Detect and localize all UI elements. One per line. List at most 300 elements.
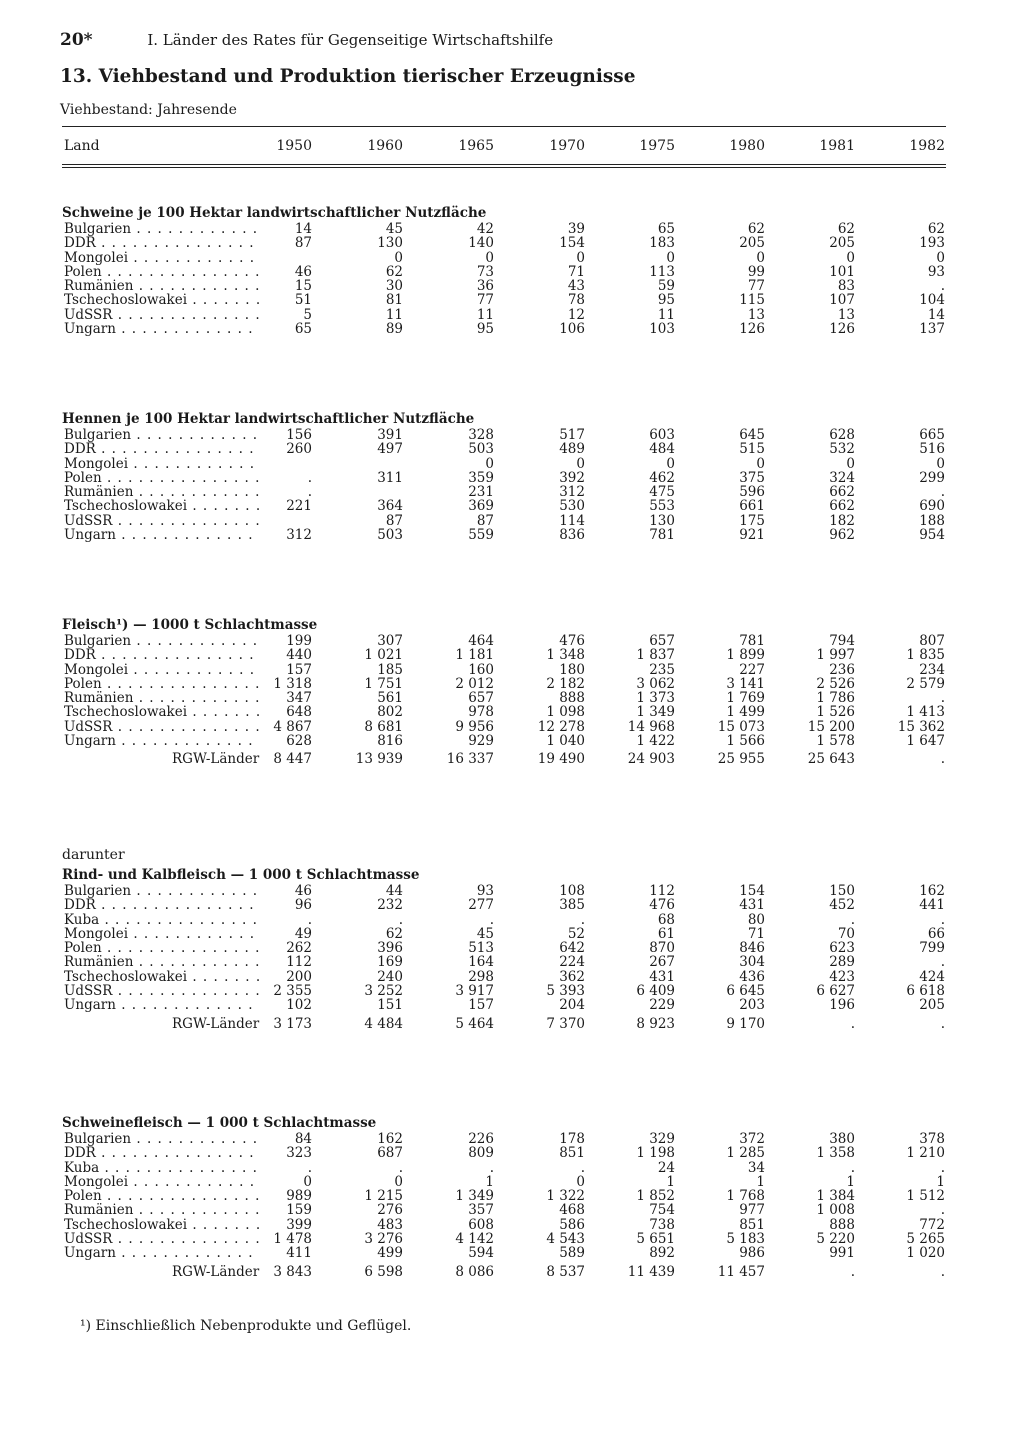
table-cell: 106 [559,321,585,338]
table-cell: 888 [559,690,585,707]
table-cell: . [940,690,945,707]
table-cell: 87 [476,512,494,529]
footnote: ¹) Einschließlich Nebenprodukte und Geflügel. [80,1318,412,1334]
table-cell: 13 [747,306,765,323]
table-cell: 93 [927,263,945,280]
table-cell: 1 768 [726,1188,765,1205]
table-cell: 36 [476,278,494,295]
table-cell: 1 [485,1173,494,1190]
table-cell: 0 [303,1173,312,1190]
table-cell: 0 [394,1173,403,1190]
page-title: 13. Viehbestand und Produktion tierischer Erzeugnisse [60,66,636,87]
table-cell: 1 020 [906,1245,945,1262]
table-cell: 99 [747,263,765,280]
table-cell: 262 [286,940,312,957]
table-cell: 104 [919,292,945,309]
table-cell: 989 [286,1188,312,1205]
table-cell: 1 566 [726,733,765,750]
table-cell: 4 543 [546,1231,585,1248]
table-cell: 5 [303,306,312,323]
table-cell: 3 141 [726,675,765,692]
table-row [62,236,962,250]
country-name: Bulgarien . . . [64,1132,260,1146]
table-cell: 73 [476,263,494,280]
table-cell: 391 [377,427,403,443]
table-cell: 46 [294,263,312,280]
table-cell: 2 526 [816,675,855,692]
table-cell: 44 [385,883,403,899]
table-cell: . [307,911,312,928]
table-row [62,1232,962,1246]
table-cell: 304 [739,954,765,971]
table-cell: 986 [739,1245,765,1262]
table-cell: . [850,1263,855,1280]
table-cell: 1 318 [273,675,312,692]
table-cell: 3 276 [364,1231,403,1248]
table-cell: 13 [837,306,855,323]
country-name: Bulgarien . . . [64,884,260,898]
table-cell: 175 [739,512,765,529]
table-cell: 307 [377,633,403,649]
country-name: Rumänien . . . [64,691,260,705]
table-cell: . [580,911,585,928]
table-cell: 3 917 [455,983,494,1000]
table-cell: 193 [919,235,945,252]
table-cell: 8 537 [546,1263,585,1280]
table-cell: 205 [919,997,945,1014]
table-cell: 83 [837,278,855,295]
table-cell: 532 [829,441,855,458]
table-cell: 5 183 [726,1231,765,1248]
table-cell: . [489,1159,494,1176]
table-cell: 323 [286,1145,312,1162]
table-cell: 159 [286,1202,312,1219]
table-cell: 499 [377,1245,403,1262]
table-cell: 328 [468,427,494,443]
table-cell: 516 [919,441,945,458]
table-row [62,322,962,336]
table-cell: 96 [294,897,312,914]
table-cell: 234 [919,661,945,678]
table-cell: 277 [468,897,494,914]
country-name: Kuba . . . [64,1161,260,1175]
country-name: UdSSR . . . [64,308,260,322]
table-cell: 65 [657,221,675,237]
table-row [62,442,962,456]
table-cell: . [940,1263,945,1280]
table-cell: 1 384 [816,1188,855,1205]
table-cell: . [398,911,403,928]
table-row [62,1203,962,1217]
table-total-row [62,1265,962,1279]
table-cell: 1 040 [546,733,585,750]
table-row [62,308,962,322]
table-cell: 182 [829,512,855,529]
table-row [62,265,962,279]
column-header-year: 1970 [549,138,585,154]
table-cell: 8 447 [273,751,312,768]
table-cell: . [940,911,945,928]
table-row [62,222,962,236]
table-cell: 589 [559,1245,585,1262]
table-cell: 113 [649,263,675,280]
table-cell: 162 [919,883,945,899]
table-cell: 229 [649,997,675,1014]
country-name: Polen . . . [64,941,260,955]
section-schweinefleisch [62,1114,962,1279]
table-cell: 503 [468,441,494,458]
table-cell: 399 [286,1216,312,1233]
table-cell: 515 [739,441,765,458]
table-cell: 276 [377,1202,403,1219]
table-cell: 235 [649,661,675,678]
table-cell: 1 198 [636,1145,675,1162]
table-cell: 203 [739,997,765,1014]
country-name: Tschechoslowakei . . . [64,499,260,513]
table-cell: 6 645 [726,983,765,1000]
table-cell: 411 [286,1245,312,1262]
table-cell: 5 464 [455,1015,494,1032]
table-cell: 1 215 [364,1188,403,1205]
table-cell: 169 [377,954,403,971]
table-cell: 112 [649,883,675,899]
table-cell: 0 [485,249,494,266]
table-row [62,734,962,748]
table-row [62,913,962,927]
country-name: Rumänien . . . [64,1203,260,1217]
table-cell: 183 [649,235,675,252]
table-cell: 6 627 [816,983,855,1000]
table-cell: 851 [559,1145,585,1162]
table-cell: 87 [294,235,312,252]
table-cell: 662 [829,484,855,501]
table-cell: 8 923 [636,1015,675,1032]
table-cell: 559 [468,527,494,544]
table-cell: 468 [559,1202,585,1219]
column-header-year: 1981 [819,138,855,154]
country-name: DDR . . . [64,898,260,912]
table-cell: 154 [739,883,765,899]
table-cell: 642 [559,940,585,957]
table-cell: 196 [829,997,855,1014]
country-name: Mongolei . . . [64,457,260,471]
table-cell: 205 [739,235,765,252]
table-cell: 392 [559,469,585,486]
table-cell: 1 899 [726,647,765,664]
table-row [62,1218,962,1232]
top-rule [62,126,946,127]
table-cell: . [307,484,312,501]
table-cell: 180 [559,661,585,678]
table-cell: 11 [476,306,494,323]
table-cell: 156 [286,427,312,443]
table-cell: 15 362 [897,718,945,735]
table-cell: 108 [559,883,585,899]
table-cell: 95 [657,292,675,309]
table-cell: 185 [377,661,403,678]
table-cell: 151 [377,997,403,1014]
table-cell: 962 [829,527,855,544]
table-cell: 95 [476,321,494,338]
table-cell: 2 579 [906,675,945,692]
table-cell: 66 [927,925,945,942]
table-cell: 77 [747,278,765,295]
table-cell: 1 [756,1173,765,1190]
header-bottom-rule [62,164,946,165]
country-name: UdSSR . . . [64,1232,260,1246]
table-cell: 71 [747,925,765,942]
country-name: DDR . . . [64,236,260,250]
table-cell: 657 [649,633,675,649]
table-cell: 0 [666,249,675,266]
country-name: Ungarn . . . [64,998,260,1012]
table-cell: 369 [468,498,494,515]
table-cell: 311 [377,469,403,486]
column-header-year: 1950 [276,138,312,154]
table-cell: 0 [846,455,855,472]
table-cell: 431 [649,968,675,985]
country-name: Rumänien . . . [64,279,260,293]
table-cell: 1 348 [546,647,585,664]
table-row [62,1132,962,1146]
table-cell: . [850,1159,855,1176]
table-cell: 772 [919,1216,945,1233]
table-cell: 3 252 [364,983,403,1000]
table-cell: 24 903 [627,751,675,768]
column-header-year: 1982 [909,138,945,154]
table-cell: 0 [576,249,585,266]
table-cell: 484 [649,441,675,458]
table-cell: 0 [846,249,855,266]
table-cell: 65 [294,321,312,338]
table-cell: 1 499 [726,704,765,721]
table-cell: 1 647 [906,733,945,750]
table-cell: 799 [919,940,945,957]
table-row [62,457,962,471]
table-cell: 1 349 [455,1188,494,1205]
table-cell: 1 578 [816,733,855,750]
table-cell: 8 086 [455,1263,494,1280]
table-row [62,485,962,499]
table-row [62,499,962,513]
table-cell: 289 [829,954,855,971]
table-cell: 19 490 [537,751,585,768]
table-cell: 513 [468,940,494,957]
table-cell: 6 409 [636,983,675,1000]
total-label: RGW-Länder [172,752,260,767]
table-cell: 929 [468,733,494,750]
table-cell: 1 751 [364,675,403,692]
table-subtitle: Viehbestand: Jahresende [60,102,237,118]
table-cell: 1 786 [816,690,855,707]
table-cell: 870 [649,940,675,957]
table-cell: 2 012 [455,675,494,692]
table-cell: 846 [739,940,765,957]
table-cell: 2 182 [546,675,585,692]
table-cell: 1 526 [816,704,855,721]
table-cell: . [580,1159,585,1176]
table-row [62,677,962,691]
table-cell: 24 [657,1159,675,1176]
total-label: RGW-Länder [172,1016,260,1031]
table-cell: 59 [657,278,675,295]
section-title: Schweinefleisch — 1 000 t Schlachtmasse [62,1115,377,1131]
column-header-year: 1975 [639,138,675,154]
table-cell: 794 [829,633,855,649]
table-cell: 130 [649,512,675,529]
table-cell: 14 [294,221,312,237]
table-cell: 608 [468,1216,494,1233]
table-cell: 1 413 [906,704,945,721]
table-cell: 1 210 [906,1145,945,1162]
table-cell: 84 [294,1131,312,1147]
table-cell: 851 [739,1216,765,1233]
table-cell: 137 [919,321,945,338]
table-cell: 70 [837,925,855,942]
section-fleisch [62,616,962,767]
country-name: Bulgarien . . . [64,634,260,648]
table-cell: 802 [377,704,403,721]
table-cell: 497 [377,441,403,458]
country-name: Tschechoslowakei . . . [64,705,260,719]
table-cell: 205 [829,235,855,252]
table-cell: 61 [657,925,675,942]
table-cell: 359 [468,469,494,486]
table-cell: 45 [476,925,494,942]
table-cell: 62 [385,925,403,942]
table-cell: 1 349 [636,704,675,721]
country-name: Bulgarien . . . [64,428,260,442]
table-cell: 1 422 [636,733,675,750]
table-cell: 690 [919,498,945,515]
country-name: DDR . . . [64,648,260,662]
table-cell: 1 478 [273,1231,312,1248]
table-cell: 12 [567,306,585,323]
table-row [62,941,962,955]
table-row [62,514,962,528]
total-label: RGW-Länder [172,1264,260,1279]
table-cell: 807 [919,633,945,649]
table-row [62,970,962,984]
table-cell: 781 [649,527,675,544]
table-cell: 224 [559,954,585,971]
table-cell: 102 [286,997,312,1014]
table-cell: 530 [559,498,585,515]
table-cell: 8 681 [364,718,403,735]
table-cell: 62 [385,263,403,280]
table-cell: 30 [385,278,403,295]
table-cell: 71 [567,263,585,280]
table-cell: 921 [739,527,765,544]
table-cell: 6 618 [906,983,945,1000]
table-cell: . [940,278,945,295]
table-cell: 687 [377,1145,403,1162]
table-row [62,705,962,719]
table-cell: 665 [919,427,945,443]
country-name: Ungarn . . . [64,1246,260,1260]
table-cell: 51 [294,292,312,309]
table-cell: 0 [485,455,494,472]
table-cell: 52 [567,925,585,942]
table-cell: . [850,911,855,928]
table-cell: 11 [657,306,675,323]
country-name: UdSSR . . . [64,720,260,734]
table-cell: 11 439 [627,1263,675,1280]
country-name: UdSSR . . . [64,514,260,528]
table-cell: 517 [559,427,585,443]
table-cell: 62 [747,221,765,237]
table-cell: 5 651 [636,1231,675,1248]
country-name: Ungarn . . . [64,734,260,748]
table-cell: 347 [286,690,312,707]
table-cell: 628 [286,733,312,750]
table-cell: 15 073 [717,718,765,735]
table-cell: 126 [829,321,855,338]
table-cell: 424 [919,968,945,985]
table-cell: 42 [476,221,494,237]
table-cell: 160 [468,661,494,678]
table-cell: 150 [829,883,855,899]
table-cell: 977 [739,1202,765,1219]
section-schweine-bestand [62,204,962,336]
table-row [62,720,962,734]
table-cell: 87 [385,512,403,529]
table-cell: 781 [739,633,765,649]
table-cell: 738 [649,1216,675,1233]
table-cell: 892 [649,1245,675,1262]
table-cell: 452 [829,897,855,914]
table-cell: 489 [559,441,585,458]
table-cell: 34 [747,1159,765,1176]
table-cell: 16 337 [446,751,494,768]
table-cell: 3 062 [636,675,675,692]
table-cell: . [398,1159,403,1176]
table-cell: 476 [559,633,585,649]
table-cell: 623 [829,940,855,957]
section-title: Rind- und Kalbfleisch — 1 000 t Schlachtmasse [62,867,420,883]
table-cell: 227 [739,661,765,678]
table-cell: 25 955 [717,751,765,768]
table-cell: 645 [739,427,765,443]
table-cell: 114 [559,512,585,529]
table-cell: 4 484 [364,1015,403,1032]
table-row [62,691,962,705]
country-name: Polen . . . [64,265,260,279]
table-row [62,428,962,442]
table-cell: . [307,469,312,486]
column-header-year: 1980 [729,138,765,154]
table-cell: 0 [394,249,403,266]
table-cell: 357 [468,1202,494,1219]
country-name: Rumänien . . . [64,955,260,969]
table-cell: 7 370 [546,1015,585,1032]
country-name: Mongolei . . . [64,927,260,941]
table-cell: 178 [559,1131,585,1147]
table-cell: 80 [747,911,765,928]
table-cell: 476 [649,897,675,914]
table-row [62,251,962,265]
table-row [62,634,962,648]
table-cell: 240 [377,968,403,985]
table-cell: 49 [294,925,312,942]
country-name: Polen . . . [64,471,260,485]
table-cell: 101 [829,263,855,280]
table-row [62,1246,962,1260]
table-cell: 628 [829,427,855,443]
table-cell: 15 200 [807,718,855,735]
table-cell: 103 [649,321,675,338]
table-cell: 115 [739,292,765,309]
